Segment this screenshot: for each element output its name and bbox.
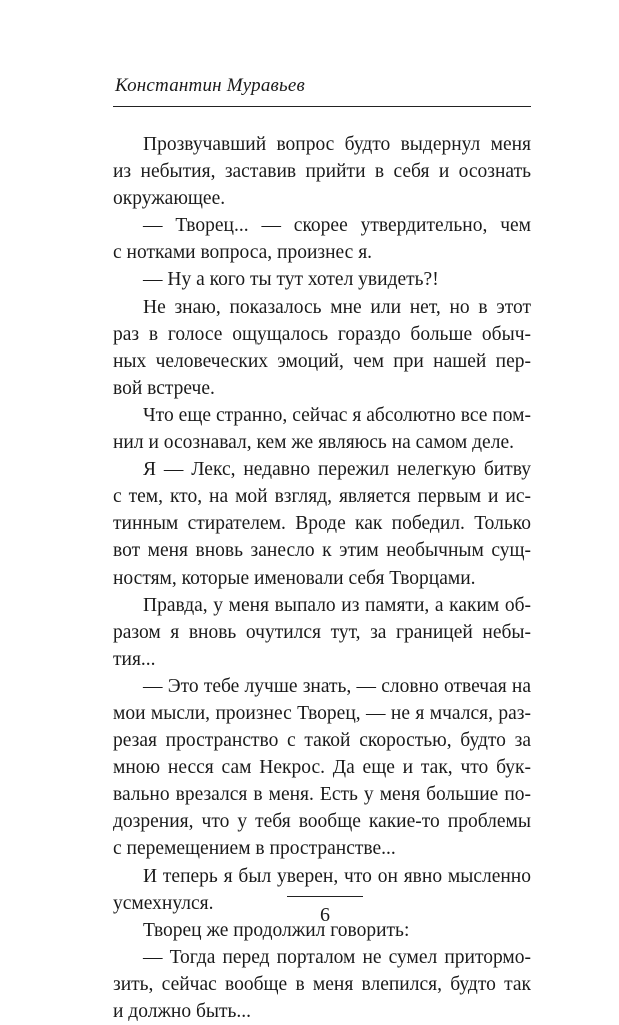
text-line: вально врезался в меня. Есть у меня большие по-: [113, 784, 531, 806]
text-line: дозрения, что у тебя вообще какие-то проблемы: [113, 811, 531, 833]
text-line: тинным стирателем. Вроде как победил. Только: [113, 513, 531, 535]
text-line: И теперь я был уверен, что он явно мысленно: [143, 865, 531, 887]
text-line: ностям, которые именовали себя Творцами.: [113, 567, 476, 589]
text-line: Я — Лекс, недавно пережил нелегкую битву: [143, 459, 531, 481]
text-line: — Тогда перед порталом не сумел притормо-: [143, 946, 531, 968]
text-line: вой встрече.: [113, 377, 215, 399]
text-line: окружающее.: [113, 188, 226, 210]
text-line: Что еще странно, сейчас я абсолютно все пом-: [143, 404, 531, 426]
page-number: 6: [320, 904, 330, 926]
paragraph: [113, 266, 531, 293]
paragraph: [113, 402, 531, 456]
text-line: разом я вновь очутился тут, за границей небы-: [113, 621, 531, 643]
paragraph: [113, 294, 531, 402]
text-line: Творец же продолжил говорить:: [143, 919, 410, 941]
footer-rule: [287, 896, 363, 897]
text-line: вот меня вновь занесло к этим необычным сущ-: [113, 540, 531, 562]
paragraph: [113, 592, 531, 673]
text-line: усмехнулся.: [113, 892, 214, 914]
body-text: [113, 131, 531, 1025]
text-line: с тем, кто, на мой взгляд, является первым и ис-: [113, 486, 531, 508]
text-line: зить, сейчас вообще в меня влепился, будто так: [113, 973, 531, 995]
text-line: с перемещением в пространстве...: [113, 838, 396, 860]
paragraph: [113, 131, 531, 212]
text-line: и должно быть...: [113, 1001, 252, 1022]
text-line: Не знаю, показалось мне или нет, но в этот: [143, 296, 531, 318]
text-line: мои мысли, произнес Творец, — не я мчался, раз-: [113, 702, 531, 724]
text-line: Правда, у меня выпало из памяти, а каким об-: [143, 594, 531, 616]
paragraph: [113, 944, 531, 1025]
text-line: тия...: [113, 648, 156, 670]
text-line: раз в голосе ощущалось гораздо больше обыч-: [113, 323, 531, 345]
text-line: с нотками вопроса, произнес я.: [113, 242, 373, 264]
text-line: ных человеческих эмоций, чем при нашей пер-: [113, 350, 531, 372]
text-line: — Творец... — скорее утвердительно, чем: [143, 215, 531, 237]
paragraph: [113, 456, 531, 591]
text-line: — Это тебе лучше знать, — словно отвечая на: [143, 675, 531, 697]
header-rule: [113, 106, 531, 107]
text-line: мною несся сам Некрос. Да еще и так, что бук-: [113, 757, 531, 779]
text-line: Прозвучавший вопрос будто выдернул меня: [143, 134, 531, 155]
text-line: нил и осознавал, кем же являюсь на самом деле.: [113, 432, 514, 454]
text-line: из небытия, заставив прийти в себя и осознать: [113, 161, 531, 183]
text-line: — Ну а кого ты тут хотел увидеть?!: [143, 269, 439, 291]
paragraph: [113, 673, 531, 863]
running-head-author: Константин Муравьев: [115, 75, 305, 96]
text-line: резая пространство с такой скоростью, будто за: [113, 730, 531, 752]
paragraph: [113, 212, 531, 266]
